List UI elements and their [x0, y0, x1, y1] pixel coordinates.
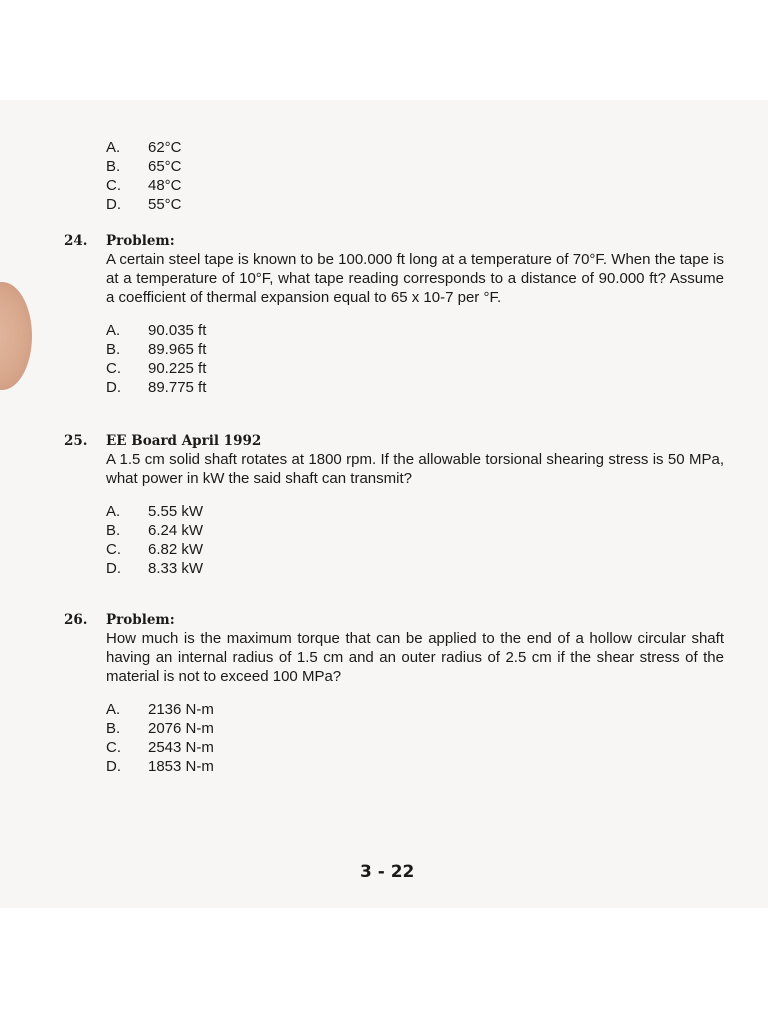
choice-a: A. 90.035 ft: [106, 322, 207, 339]
choice-c: C. 6.82 kW: [106, 541, 204, 558]
question-24: [64, 232, 724, 397]
choice-d: D. 8.33 kW: [106, 560, 204, 577]
choice-c: C. 90.225 ft: [106, 360, 207, 377]
choice-b: B. 65°C: [106, 158, 182, 175]
question-heading: 24. Problem:: [64, 233, 175, 249]
question-26: [64, 611, 724, 776]
choice-d: D. 55°C: [106, 196, 182, 213]
question-text: How much is the maximum torque that can be applied to the end of a hollow circular shaft having an internal radius of 1.5 cm and an outer radius of 2.5 cm if the shear stress of the material is not to exceed 100 MPa?: [106, 630, 724, 685]
choice-c: C. 48°C: [106, 177, 182, 194]
question-text: A 1.5 cm solid shaft rotates at 1800 rpm. If the allowable torsional shearing stress is 50 MPa, what power in kW the said shaft can transmit?: [106, 451, 724, 487]
question-25: [64, 432, 724, 578]
choice-b: B. 2076 N-m: [106, 720, 214, 737]
page-number: 3 - 22: [360, 862, 415, 882]
previous-question-choices: [106, 138, 182, 214]
choice-a: A. 5.55 kW: [106, 503, 204, 520]
choice-d: D. 89.775 ft: [106, 379, 207, 396]
choice-c: C. 2543 N-m: [106, 739, 214, 756]
question-choices: [106, 502, 724, 578]
choice-b: B. 6.24 kW: [106, 522, 204, 539]
choice-a: A. 2136 N-m: [106, 701, 214, 718]
question-choices: [106, 321, 724, 397]
question-heading: 26. Problem:: [64, 612, 175, 628]
choice-a: A. 62°C: [106, 139, 182, 156]
question-text: A certain steel tape is known to be 100.000 ft long at a temperature of 70°F. When the tape is at a temperature of 10°F, what tape reading corresponds to a distance of 90.000 ft? Assume a coefficient of thermal expansion equal to 65 x 10-7 per °F.: [106, 251, 724, 306]
question-choices: [106, 700, 724, 776]
question-heading: 25. EE Board April 1992: [64, 433, 262, 449]
choice-b: B. 89.965 ft: [106, 341, 207, 358]
choice-d: D. 1853 N-m: [106, 758, 214, 775]
